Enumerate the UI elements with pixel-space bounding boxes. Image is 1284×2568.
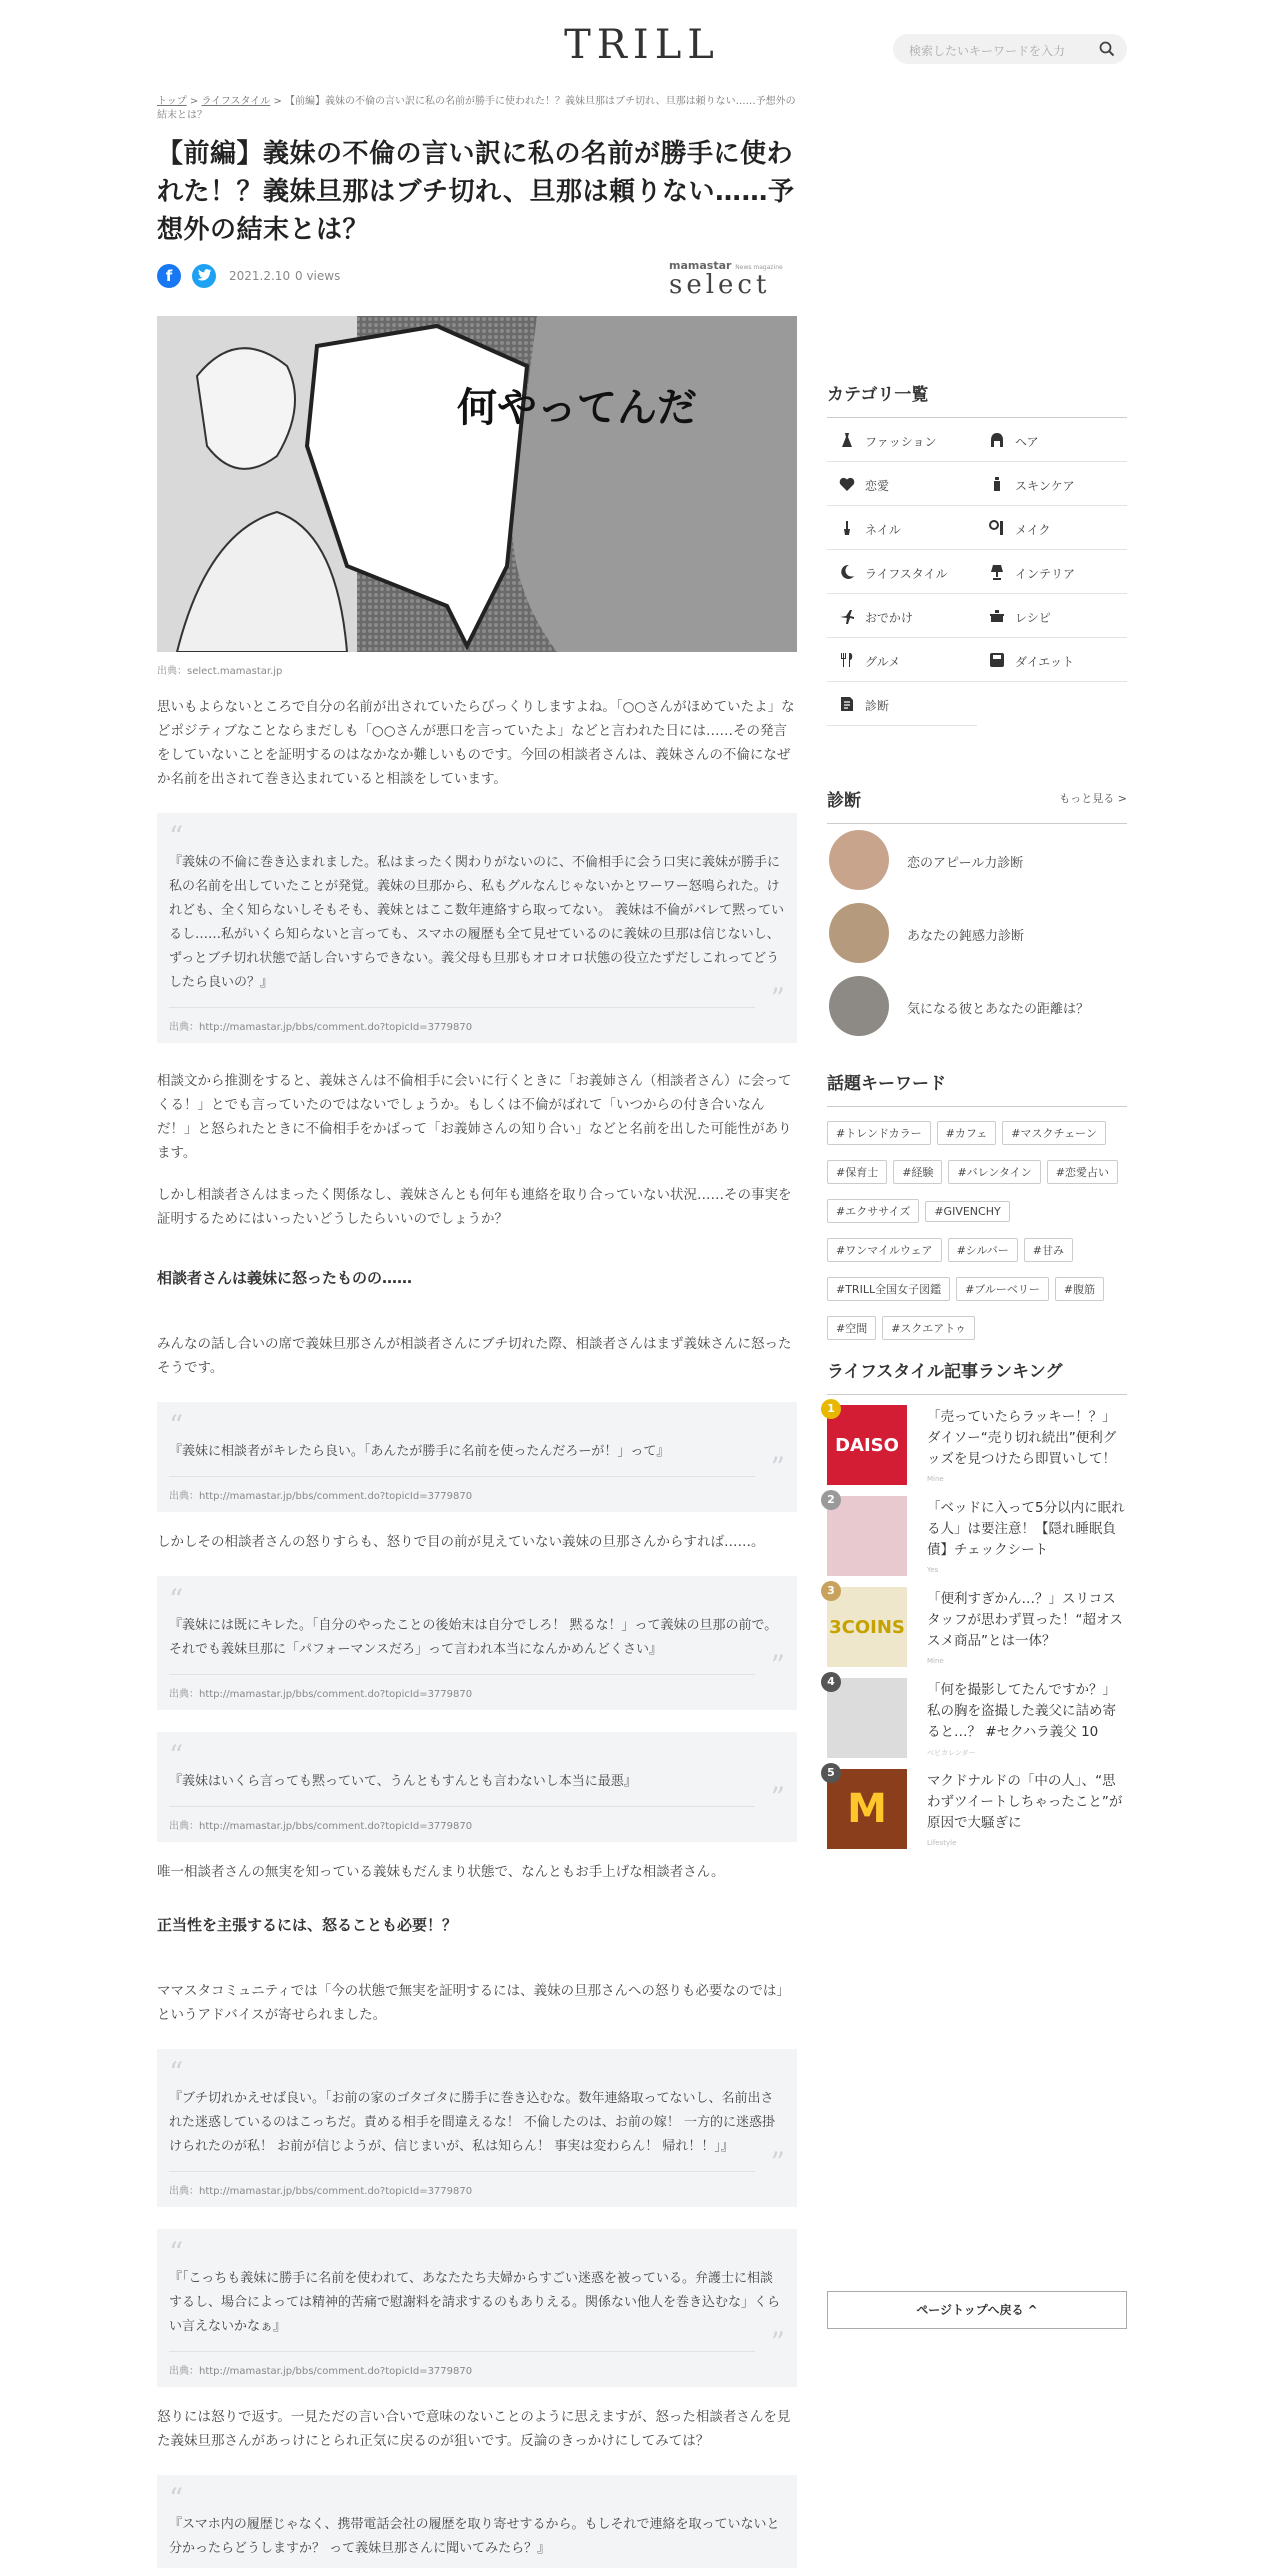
quote-source-link[interactable]: 出典：http://mamastar.jp/bbs/comment.do?topicId=3779870	[169, 2186, 473, 2197]
keyword-tag[interactable]: #保育士	[827, 1160, 887, 1184]
scale-icon	[989, 652, 1005, 668]
ranking-title: 「何を撮影してたんですか？」私の胸を盗撮した義父に詰め寄ると…？ #セクハラ義父 10	[927, 1682, 1116, 1740]
quote-block: “ 『義妹には既にキレた。「自分のやったことの後始末は自分でしろ！ 黙るな！」って義妹の旦那の前で。それでも義妹旦那に「パフォーマンスだろ」って言われ本当になんかめんどくさい』 出典：http://mamastar.jp/bbs/comment.do?topicId=3779870 ”	[157, 1576, 797, 1710]
breadcrumb	[157, 95, 797, 123]
article-title: 【前編】義妹の不倫の言い訳に私の名前が勝手に使われた！？義妹旦那はブチ切れ、旦那は頼りない……予想外の結末とは？	[157, 139, 795, 245]
keyword-tags	[827, 1107, 1127, 1355]
article-meta	[157, 261, 797, 301]
diagnosis-item[interactable]	[827, 824, 1127, 897]
site-header	[0, 0, 1284, 90]
quote-text: 『義妹はいくら言っても黙っていて、うんともすんとも言わないし本当に最悪』	[169, 1774, 637, 1789]
keyword-tag[interactable]: #カフェ	[937, 1121, 997, 1145]
quote-block: “ 『義妹に相談者がキレたら良い。「あんたが勝手に名前を使ったんだろーが！」って』 出典：http://mamastar.jp/bbs/comment.do?topicId=3779870 ”	[157, 1402, 797, 1512]
keyword-tag[interactable]: #TRILL全国女子図鑑	[827, 1277, 950, 1301]
diagnosis-thumbnail	[829, 903, 889, 963]
search-box[interactable]	[893, 34, 1127, 64]
paragraph: 唯一相談者さんの無実を知っている義妹もだんまり状態で、なんともお手上げな相談者さん。	[157, 1864, 725, 1880]
ranking-thumbnail: M	[827, 1769, 907, 1849]
image-credit: 出典：select.mamastar.jp	[157, 666, 283, 677]
moon-icon	[839, 564, 855, 580]
breadcrumb-sep: >	[189, 96, 199, 107]
article-column	[157, 95, 797, 2568]
ranking-source: Yes	[927, 1566, 939, 1574]
paragraph: 思いもよらないところで自分の名前が出されていたらびっくりしますよね。「○○さんがほめていたよ」などポジティブなことならまだしも「○○さんが悪口を言っていたよ」などと言われた日には……その発言をしていないことを証明するのはなかなか難しいものです。今回の相談者さんは、義妹さんの不倫になぜか名前を出されて巻き込まれていると相談をしています。	[157, 699, 795, 787]
diagnosis-label: 恋のアピール力診断	[907, 856, 1024, 871]
ranking-item[interactable]	[827, 1395, 1127, 1486]
category-label: 恋愛	[865, 479, 890, 493]
category-item[interactable]	[977, 638, 1127, 682]
rank-badge: 1	[821, 1399, 841, 1419]
sidebar	[827, 380, 1127, 1850]
category-label: レシピ	[1015, 611, 1051, 625]
rank-badge: 4	[821, 1672, 841, 1692]
category-label: ネイル	[865, 523, 901, 537]
category-item[interactable]	[827, 638, 977, 682]
ranking-thumbnail: DAISO	[827, 1405, 907, 1485]
diagnosis-heading: 診断 もっと見る >	[827, 786, 1127, 824]
category-item[interactable]	[827, 682, 977, 726]
quote-block: “ 『義妹はいくら言っても黙っていて、うんともすんとも言わないし本当に最悪』 出典：http://mamastar.jp/bbs/comment.do?topicId=3779870 ”	[157, 1732, 797, 1842]
quote-source-link[interactable]: 出典：http://mamastar.jp/bbs/comment.do?topicId=3779870	[169, 1821, 473, 1832]
publish-date: 2021.2.10	[229, 269, 291, 283]
category-item[interactable]	[977, 550, 1127, 594]
quote-source-link[interactable]: 出典：http://mamastar.jp/bbs/comment.do?topicId=3779870	[169, 1689, 473, 1700]
breadcrumb-home[interactable]: トップ	[157, 96, 187, 107]
keyword-tag[interactable]: #ブルーベリー	[956, 1277, 1049, 1301]
heart-icon	[839, 476, 855, 492]
hair-icon	[989, 432, 1005, 448]
pot-icon	[989, 608, 1005, 624]
ranking-heading: ライフスタイル記事ランキング	[827, 1357, 1127, 1395]
category-item[interactable]	[827, 418, 977, 462]
site-logo[interactable]: TRILL	[564, 22, 720, 68]
breadcrumb-sep: >	[273, 96, 282, 107]
category-item[interactable]	[827, 506, 977, 550]
category-item[interactable]	[977, 594, 1127, 638]
category-label: ファッション	[865, 435, 937, 449]
ranking-list	[827, 1395, 1127, 1850]
category-item[interactable]	[827, 550, 977, 594]
mamastar-select-logo: mamastar News magazine select	[669, 259, 783, 300]
quote-source-link[interactable]: 出典：http://mamastar.jp/bbs/comment.do?topicId=3779870	[169, 1022, 473, 1033]
keyword-tag[interactable]: #経験	[893, 1160, 942, 1184]
quote-block: “ 『「こっちも義妹に勝手に名前を使われて、あなたたち夫婦からすごい迷惑を被っている。弁護士に相談するし、場合によっては精神的苦痛で慰謝料を請求するのもありえる。関係ない他人を巻き込むな」くらい言えないかなぁ』 出典：http://mamastar.jp/bbs/comment.do?topicId=3779870 ”	[157, 2229, 797, 2387]
diagnosis-label: 気になる彼とあなたの距離は？	[907, 1002, 1090, 1017]
quote-text: 『ブチ切れかえせば良い。「お前の家のゴタゴタに勝手に巻き込むな。数年連絡取ってないし、名前出された迷惑しているのはこっちだ。責める相手を間違えるな！ 不倫したのは、お前の嫁！ 一方的に迷惑掛けられたのが私！ お前が信じようが、信じまいが、私は知らん！ 事実は変わらん！ 帰れ！！」』	[169, 2091, 776, 2154]
paragraph: ママスタコミュニティでは「今の状態で無実を証明するには、義妹の旦那さんへの怒りも必要なのでは」というアドバイスが寄せられました。	[157, 1983, 790, 2023]
diagnosis-thumbnail	[829, 830, 889, 890]
keyword-tag[interactable]: #エクササイズ	[827, 1199, 919, 1223]
quote-text: 『「こっちも義妹に勝手に名前を使われて、あなたたち夫婦からすごい迷惑を被っている。弁護士に相談するし、場合によっては精神的苦痛で慰謝料を請求するのもありえる。関係ない他人を巻き込むな」くらい言えないかなぁ』	[169, 2271, 781, 2334]
ranking-source: Mine	[927, 1475, 944, 1483]
category-label: おでかけ	[865, 611, 913, 625]
diagnosis-list	[827, 824, 1127, 1043]
quote-text: 『義妹には既にキレた。「自分のやったことの後始末は自分でしろ！ 黙るな！」って義妹の旦那の前で。それでも義妹旦那に「パフォーマンスだろ」って言われ本当になんかめんどくさい』	[169, 1618, 778, 1657]
category-item[interactable]	[827, 594, 977, 638]
dress-icon	[839, 432, 855, 448]
ranking-title: マクドナルドの「中の人」、“思わずツイートしちゃったこと”が原因で大騒ぎに	[927, 1773, 1123, 1831]
search-input[interactable]: 検索したいキーワードを入力	[909, 44, 1066, 58]
paragraph: みんなの話し合いの席で義妹旦那さんが相談者さんにブチ切れた際、相談者さんはまず義妹さんに怒ったそうです。	[157, 1336, 792, 1376]
category-label: ヘア	[1015, 435, 1039, 449]
section-heading: 相談者さんは義妹に怒ったものの……	[157, 1269, 413, 1287]
paragraph: しかしその相談者さんの怒りすらも、怒りで目の前が見えていない義妹の旦那さんからすれば……。	[157, 1534, 765, 1550]
keyword-tag[interactable]: #マスクチェーン	[1002, 1121, 1106, 1145]
quote-source-link[interactable]: 出典：http://mamastar.jp/bbs/comment.do?topicId=3779870	[169, 1491, 473, 1502]
ranking-title: 「便利すぎかん…？」スリコスタッフが思わず買った！“超オススメ商品”とは一体？	[927, 1591, 1123, 1649]
category-label: グルメ	[865, 655, 901, 669]
search-icon[interactable]	[1099, 41, 1115, 57]
diagnosis-label: あなたの鈍感力診断	[907, 929, 1025, 944]
ranking-source: ベビカレンダー	[927, 1749, 976, 1757]
breadcrumb-category[interactable]: ライフスタイル	[201, 96, 271, 107]
svg-text:何やってんだ: 何やってんだ	[457, 385, 697, 431]
ranking-thumbnail: 3COINS	[827, 1587, 907, 1667]
nail-icon	[839, 520, 855, 536]
keywords-heading: 話題キーワード	[827, 1069, 1127, 1107]
category-label: インテリア	[1015, 567, 1076, 581]
quote-block: “ 『スマホ内の履歴じゃなく、携帯電話会社の履歴を取り寄せするから。もしそれで連絡を取っていないと分かったらどうしますか？ って義妹旦那さんに聞いてみたら？』	[157, 2475, 797, 2568]
quote-source-link[interactable]: 出典：http://mamastar.jp/bbs/comment.do?topicId=3779870	[169, 2366, 473, 2377]
page-top-button[interactable]: ページトップへ戻る ^	[827, 2291, 1127, 2329]
keyword-tag[interactable]: #空間	[827, 1316, 876, 1340]
ranking-item[interactable]	[827, 1668, 1127, 1759]
categories-heading: カテゴリ一覧	[827, 380, 1127, 418]
quote-text: 『スマホ内の履歴じゃなく、携帯電話会社の履歴を取り寄せするから。もしそれで連絡を取っていないと分かったらどうしますか？ って義妹旦那さんに聞いてみたら？』	[169, 2517, 780, 2556]
ranking-item[interactable]	[827, 1577, 1127, 1668]
lamp-icon	[989, 564, 1005, 580]
article-hero-image	[157, 316, 797, 652]
keyword-tag[interactable]: #腹筋	[1055, 1277, 1104, 1301]
keyword-tag[interactable]: #トレンドカラー	[827, 1121, 931, 1145]
keyword-tag[interactable]: #恋愛占い	[1047, 1160, 1118, 1184]
section-heading: 正当性を主張するには、怒ることも必要！？	[157, 1916, 458, 1934]
twitter-share-button[interactable]	[192, 264, 216, 288]
keyword-tag[interactable]: #ワンマイルウェア	[827, 1238, 942, 1262]
keyword-tag[interactable]: #甘み	[1024, 1238, 1073, 1262]
paragraph: 相談文から推測をすると、義妹さんは不倫相手に会いに行くときに「お義姉さん（相談者さん）に会ってくる！」とでも言っていたのではないでしょうか。もしくは不倫がばれて「いつからの付き合いなんだ！」と怒られたときに不倫相手をかばって「お義姉さんの知り合い」などと名前を出した可能性があります。	[157, 1073, 792, 1161]
ranking-thumbnail	[827, 1496, 907, 1576]
category-label: ダイエット	[1015, 655, 1075, 669]
facebook-share-button[interactable]	[157, 264, 181, 288]
keyword-tag[interactable]: #バレンタイン	[948, 1160, 1040, 1184]
category-item[interactable]	[827, 462, 977, 506]
category-item[interactable]	[977, 418, 1127, 462]
diagnosis-item[interactable]	[827, 897, 1127, 970]
ranking-thumbnail	[827, 1678, 907, 1758]
diagnosis-thumbnail	[829, 976, 889, 1036]
category-label: メイク	[1015, 523, 1051, 537]
diagnosis-icon	[839, 696, 855, 712]
facebook-icon: f	[165, 267, 173, 285]
keyword-tag[interactable]: #シルバー	[948, 1238, 1018, 1262]
plane-icon	[839, 608, 855, 624]
twitter-icon	[192, 264, 216, 288]
category-label: スキンケア	[1015, 479, 1075, 493]
quote-block: “ 『義妹の不倫に巻き込まれました。私はまったく関わりがないのに、不倫相手に会う口実に義妹が勝手に私の名前を出していたことが発覚。義妹の旦那から、私もグルなんじゃないかとワーワー怒鳴られた。けれども、全く知らないしそもそも、義妹とはここ数年連絡すら取ってない。 義妹は不倫がバレて黙っているし……私がいくら知らないと言っても、スマホの履歴も全て見せているのに義妹の旦那は信じないし、ずっとブチ切れ状態で話し合いすらできない。義父母も旦那もオロオロ状態の役立たずだしこれってどうしたら良いの？』 出典：http://mamastar.jp/bbs/comment.do?topicId=3779870 ”	[157, 813, 797, 1043]
ranking-item[interactable]	[827, 1759, 1127, 1850]
breadcrumb-current: 【前編】義妹の不倫の言い訳に私の名前が勝手に使われた！？義妹旦那はブチ切れ、旦那は頼りない……予想外の結末とは？	[157, 96, 796, 121]
view-count: 0 views	[295, 269, 341, 283]
makeup-icon	[989, 520, 1005, 536]
category-list	[827, 418, 1127, 726]
diagnosis-item[interactable]	[827, 970, 1127, 1043]
more-link[interactable]: もっと見る >	[1059, 792, 1127, 805]
quote-text: 『義妹の不倫に巻き込まれました。私はまったく関わりがないのに、不倫相手に会う口実に義妹が勝手に私の名前を出していたことが発覚。義妹の旦那から、私もグルなんじゃないかとワーワー怒鳴られた。けれども、全く知らないしそもそも、義妹とはここ数年連絡すら取ってない。 義妹は不倫がバレて黙っているし……私がいくら知らないと言っても、スマホの履歴も全て見せているのに義妹の旦那は信じないし、ずっとブチ切れ状態で話し合いすらできない。義父母も旦那もオロオロ状態の役立たずだしこれってどうしたら良いの？』	[169, 855, 785, 990]
keyword-tag[interactable]: #GIVENCHY	[925, 1201, 1009, 1222]
keyword-tag[interactable]: #スクエアトゥ	[882, 1316, 975, 1340]
ranking-source: Mine	[927, 1657, 944, 1665]
rank-badge: 3	[821, 1581, 841, 1601]
ranking-item[interactable]	[827, 1486, 1127, 1577]
ranking-title: 「ベッドに入って5分以内に眠れる人」は要注意！【隠れ睡眠負債】チェックシート	[927, 1500, 1125, 1558]
cutlery-icon	[839, 652, 855, 668]
paragraph: 怒りには怒りで返す。一見ただの言い合いで意味のないことのように思えますが、怒った相談者さんを見た義妹旦那さんがあっけにとられ正気に戻るのが狙いです。反論のきっかけにしてみては？	[157, 2409, 791, 2449]
category-label: ライフスタイル	[865, 567, 948, 581]
ranking-source: Lifestyle	[927, 1839, 957, 1847]
quote-text: 『義妹に相談者がキレたら良い。「あんたが勝手に名前を使ったんだろーが！」って』	[169, 1444, 670, 1459]
category-item[interactable]	[977, 462, 1127, 506]
category-item[interactable]	[977, 506, 1127, 550]
rank-badge: 5	[821, 1763, 841, 1783]
quote-block: “ 『ブチ切れかえせば良い。「お前の家のゴタゴタに勝手に巻き込むな。数年連絡取ってないし、名前出された迷惑しているのはこっちだ。責める相手を間違えるな！ 不倫したのは、お前の嫁！ 一方的に迷惑掛けられたのが私！ お前が信じようが、信じまいが、私は知らん！ 事実は変わらん！ 帰れ！！」』 出典：http://mamastar.jp/bbs/comment.do?topicId=3779870 ”	[157, 2049, 797, 2207]
ranking-title: 「売っていたらラッキー！？」ダイソー“売り切れ続出”便利グッズを見つけたら即買いして！	[927, 1409, 1117, 1467]
paragraph: しかし相談者さんはまったく関係なし、義妹さんとも何年も連絡を取り合っていない状況……その事実を証明するためにはいったいどうしたらいいのでしょうか？	[157, 1187, 792, 1227]
bottle-icon	[989, 476, 1005, 492]
rank-badge: 2	[821, 1490, 841, 1510]
category-label: 診断	[865, 699, 890, 713]
